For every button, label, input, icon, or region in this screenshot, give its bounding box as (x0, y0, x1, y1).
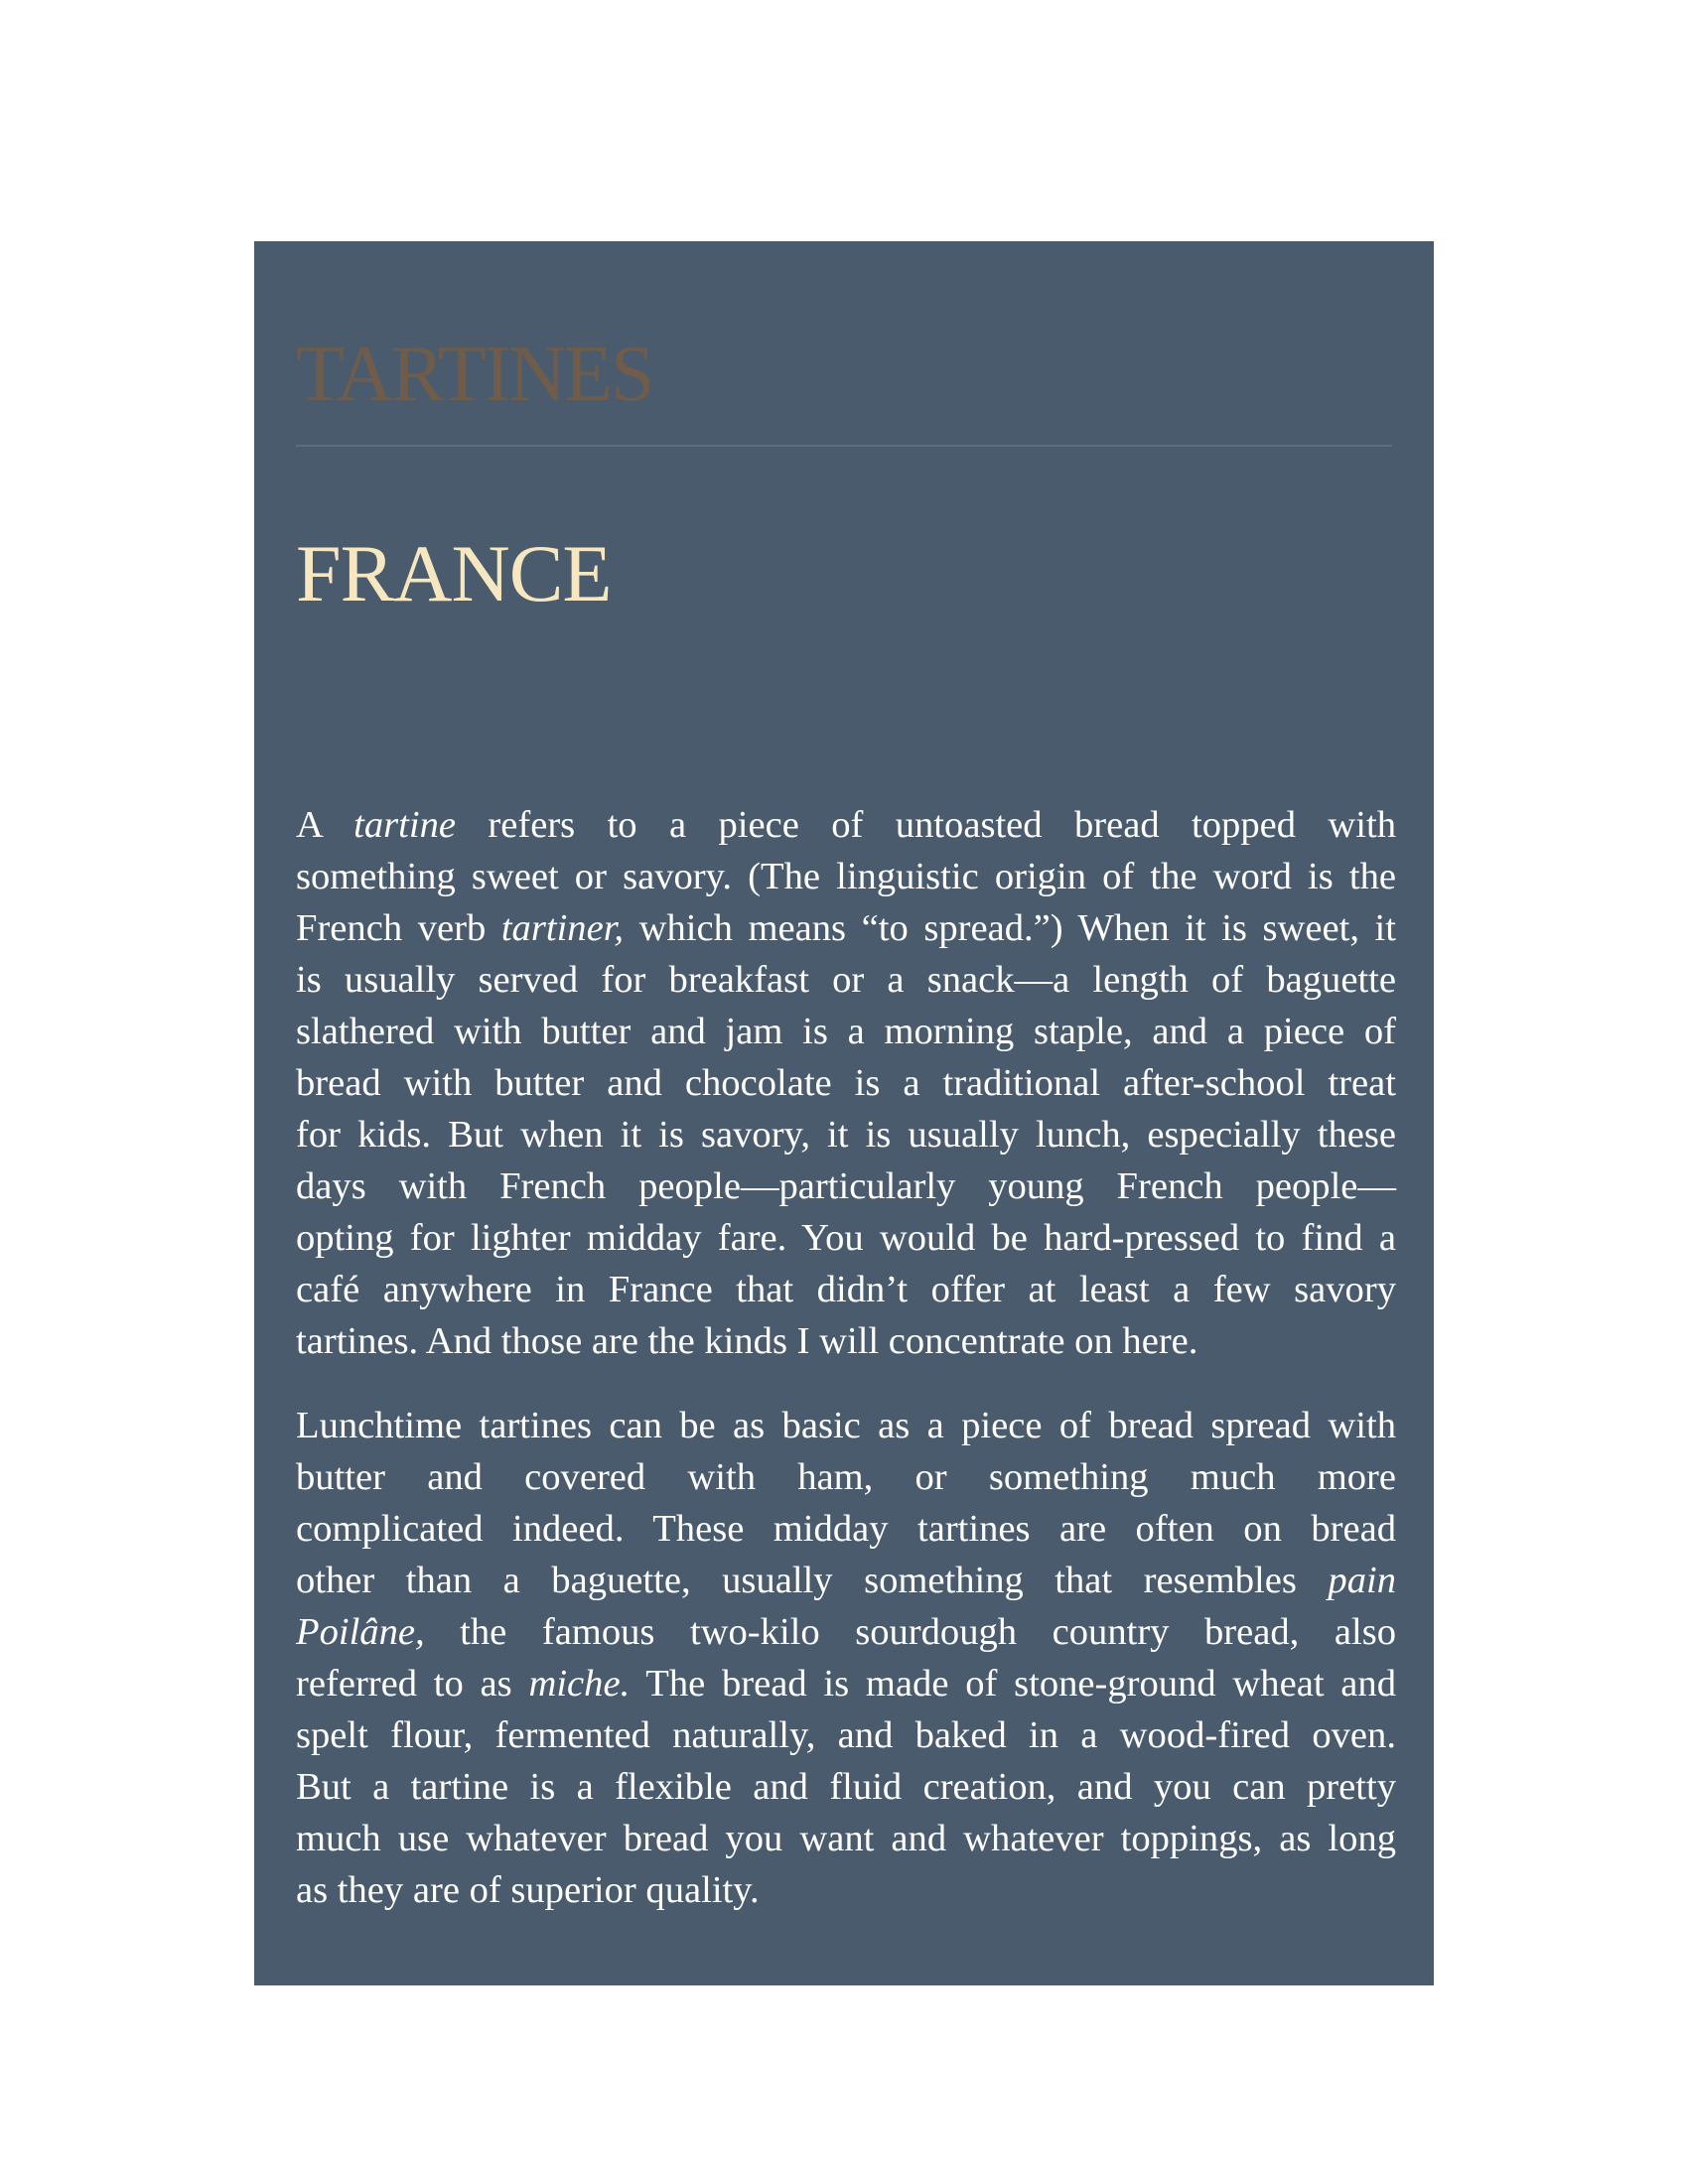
text-run: which means “to spread.”) When it is sweet, it (624, 907, 1396, 949)
text-line (296, 1006, 1396, 1057)
text-line (296, 902, 1396, 954)
body-paragraph (296, 799, 1396, 1367)
text-run: for kids. But when it is savory, it is usually lunch, especially these (296, 1114, 1396, 1156)
text-run: butter and covered with ham, or something much more (296, 1456, 1396, 1498)
italic-term: Poilâne, (296, 1611, 425, 1653)
text-run: French verb (296, 907, 501, 949)
text-run: complicated indeed. These midday tartines are often on bread (296, 1508, 1396, 1550)
text-line (296, 954, 1396, 1006)
italic-term: tartiner, (500, 907, 625, 949)
divider-rule (296, 445, 1392, 447)
text-line (296, 1451, 1396, 1503)
body-paragraph (296, 1400, 1396, 1916)
text-line (296, 1864, 1396, 1916)
text-line (296, 1813, 1396, 1864)
text-run: bread with butter and chocolate is a traditional after-school treat (296, 1062, 1396, 1104)
text-run: other than a baguette, usually something that resembles (296, 1560, 1329, 1601)
text-run: But a tartine is a flexible and fluid creation, and you can pretty (296, 1766, 1396, 1808)
text-line (296, 1400, 1396, 1451)
text-line (296, 1264, 1396, 1315)
text-run: referred to as (296, 1663, 529, 1705)
text-run: Lunchtime tartines can be as basic as a piece of bread spread with (296, 1405, 1396, 1446)
text-line (296, 1555, 1396, 1606)
text-line (296, 1761, 1396, 1813)
page-title: FRANCE (296, 528, 612, 618)
text-run: A (296, 804, 354, 846)
text-run: something sweet or savory. (The linguistic origin of the word is the (296, 856, 1396, 897)
text-line (296, 1212, 1396, 1264)
text-run: The bread is made of stone-ground wheat and (630, 1663, 1396, 1705)
text-run: tartines. And those are the kinds I will concentrate on here. (296, 1320, 1198, 1362)
body-text (296, 799, 1396, 1916)
text-line (296, 1160, 1396, 1212)
text-line (296, 1503, 1396, 1555)
text-run: café anywhere in France that didn’t offer at least a few savory (296, 1269, 1396, 1310)
text-run: opting for lighter midday fare. You would be hard-pressed to find a (296, 1217, 1396, 1259)
text-line (296, 1057, 1396, 1109)
italic-term: pain (1328, 1560, 1396, 1601)
text-line (296, 1315, 1396, 1367)
text-line (296, 799, 1396, 851)
text-line (296, 1109, 1396, 1160)
text-run: as they are of superior quality. (296, 1869, 760, 1911)
italic-term: tartine (353, 804, 456, 846)
text-line (296, 1658, 1396, 1709)
text-run: much use whatever bread you want and whatever toppings, as long (296, 1818, 1396, 1859)
text-run: the famous two-kilo sourdough country bread, also (424, 1611, 1396, 1653)
section-kicker: TARTINES (296, 331, 653, 418)
tartines-panel (254, 241, 1434, 1985)
text-run: days with French people—particularly young French people— (296, 1165, 1396, 1207)
italic-term: miche. (528, 1663, 631, 1705)
text-line (296, 1709, 1396, 1761)
text-run: slathered with butter and jam is a morning staple, and a piece of (296, 1011, 1396, 1052)
text-run: refers to a piece of untoasted bread topped with (456, 804, 1396, 846)
text-line (296, 1606, 1396, 1658)
text-line (296, 851, 1396, 902)
text-run: spelt flour, fermented naturally, and baked in a wood-fired oven. (296, 1714, 1396, 1756)
text-run: is usually served for breakfast or a snack—a length of baguette (296, 959, 1396, 1001)
